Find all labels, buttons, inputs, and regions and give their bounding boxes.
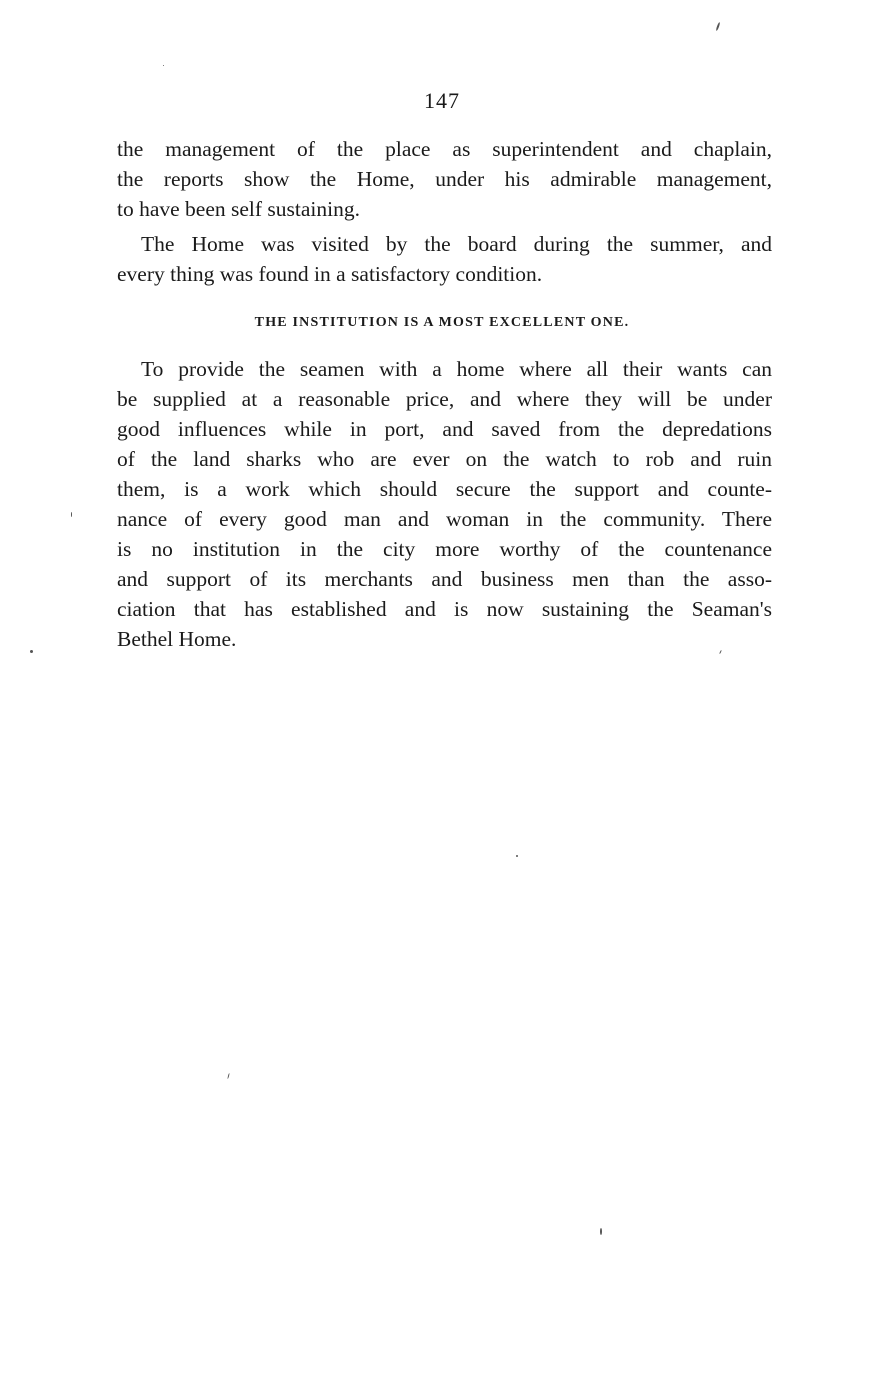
paragraph-1-line: the reports show the Home, under his admirable management, bbox=[117, 167, 772, 191]
paragraph-3-line: is no institution in the city more worthy of the countenance bbox=[117, 537, 772, 561]
paragraph-2-line: every thing was found in a satisfactory condition. bbox=[117, 262, 543, 286]
paragraph-2-line: The Home was visited by the board during the summer, and bbox=[141, 232, 772, 256]
scan-speck bbox=[71, 512, 72, 517]
scan-speck bbox=[600, 1228, 602, 1235]
paragraph-3-line: good influences while in port, and saved from the depredations bbox=[117, 417, 772, 441]
paragraph-3-line: them, is a work which should secure the support and counte- bbox=[117, 477, 772, 501]
paragraph-3-line: To provide the seamen with a home where all their wants can bbox=[141, 357, 772, 381]
section-heading: THE INSTITUTION IS A MOST EXCELLENT ONE. bbox=[254, 315, 630, 330]
scan-speck bbox=[516, 855, 518, 857]
scan-speck bbox=[163, 65, 164, 66]
paragraph-1-line: to have been self sustaining. bbox=[117, 197, 361, 221]
paragraph-3-line: Bethel Home. bbox=[117, 627, 237, 651]
paragraph-3-line: be supplied at a reasonable price, and where they will be under bbox=[117, 387, 772, 411]
scan-speck bbox=[716, 22, 721, 31]
paragraph-1-line: the management of the place as superintendent and chaplain, bbox=[117, 137, 772, 161]
scan-speck bbox=[30, 650, 33, 653]
page-number: 147 bbox=[424, 88, 460, 113]
paragraph-3-line: of the land sharks who are ever on the watch to rob and ruin bbox=[117, 447, 772, 471]
paragraph-3-line: nance of every good man and woman in the community. There bbox=[117, 507, 772, 531]
paragraph-3-line: ciation that has established and is now sustaining the Seaman's bbox=[117, 597, 772, 621]
scan-speck bbox=[227, 1073, 230, 1079]
paragraph-3-line: and support of its merchants and business men than the asso- bbox=[117, 567, 772, 591]
